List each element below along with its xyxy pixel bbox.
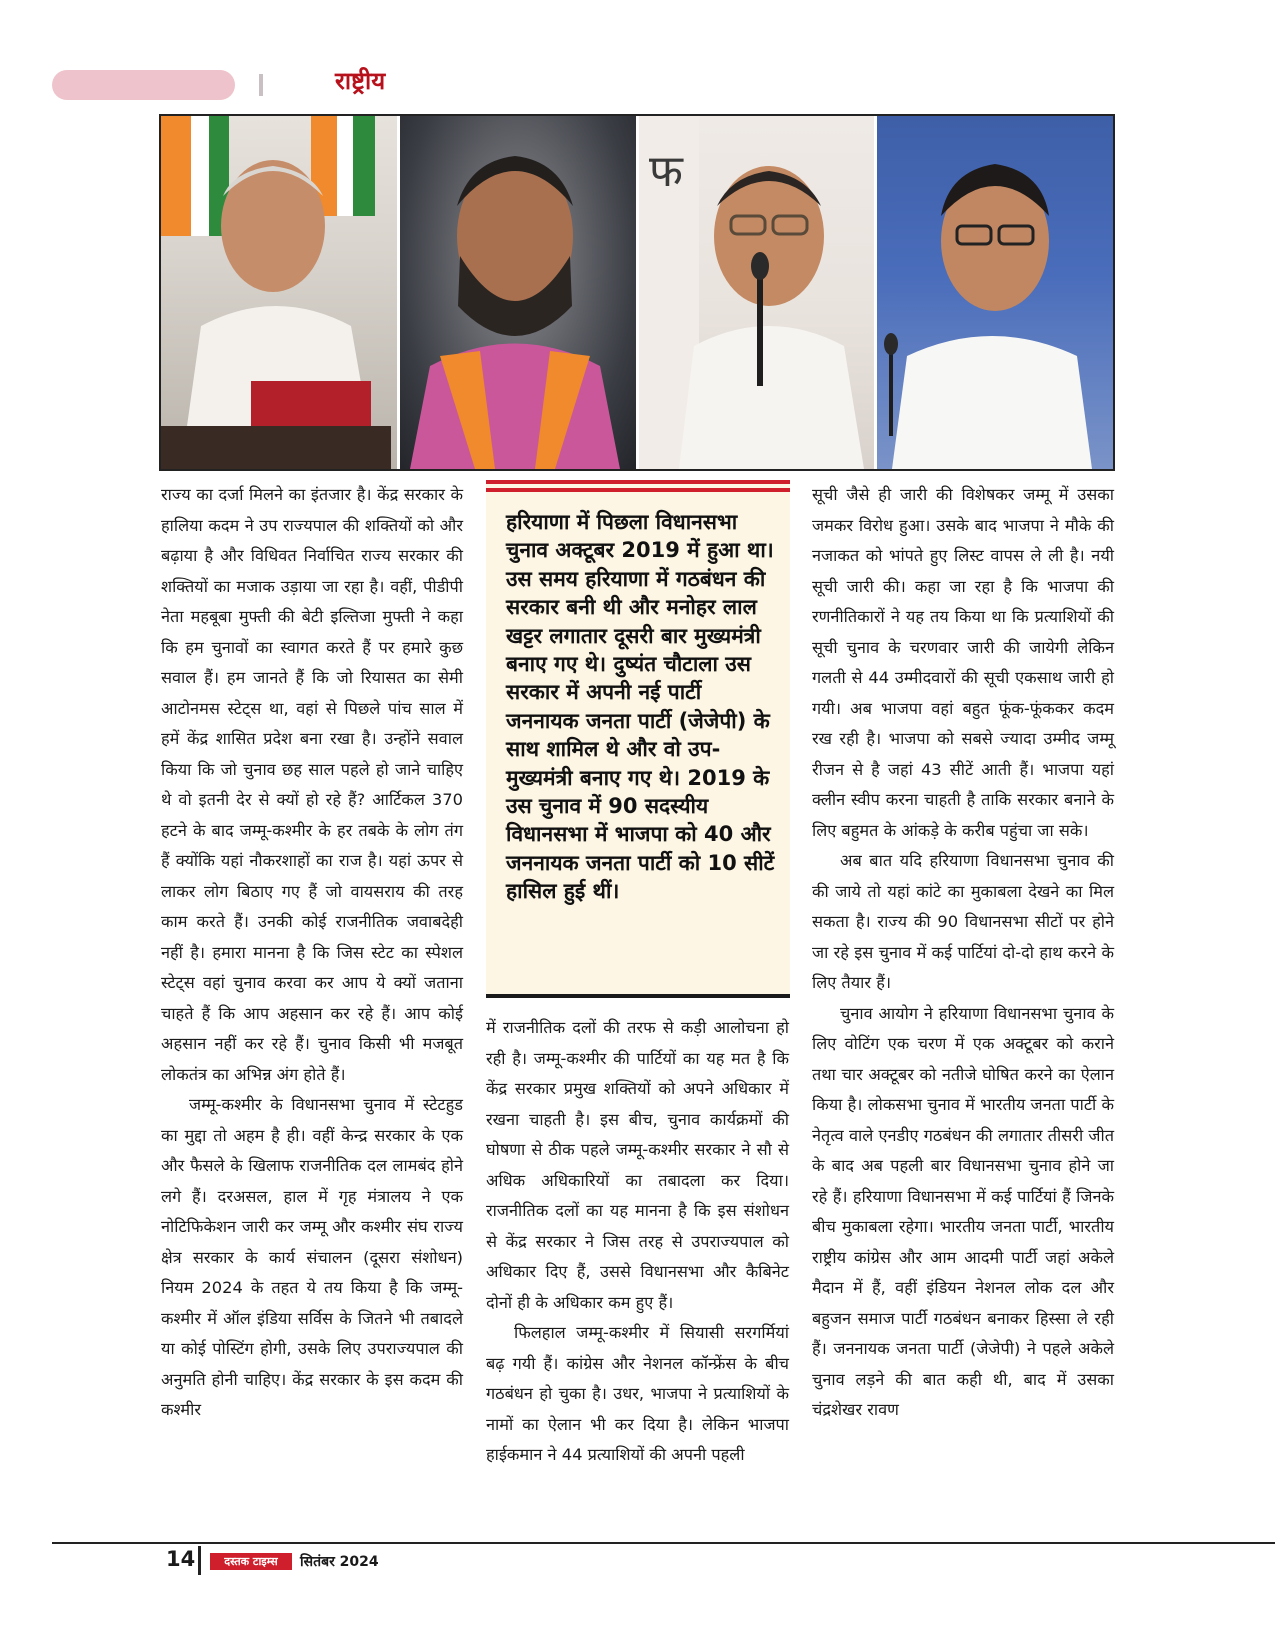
quote-bottom-rule	[486, 994, 790, 998]
footer-rule	[52, 1542, 1275, 1544]
section-title: राष्ट्रीय	[335, 66, 386, 95]
article-column-3	[812, 480, 1114, 1426]
column-1-paragraph-1: राज्य का दर्जा मिलने का इंतजार है। केंद्र सरकार के हालिया कदम ने उप राज्यपाल की शक्तियों को और बढ़ाया है और विधिवत निर्वाचित राज्य सरकार की शक्तियों का मजाक उड़ाया जा रहा है। वहीं, पीडीपी नेता महबूबा मुफ्ती की बेटी इल्तिजा मुफ्ती ने कहा कि हम चुनावों का स्वागत करते हैं पर हमारे कुछ सवाल हैं। हम जानते हैं कि जो रियासत का सेमी आटोनमस स्टेट्स था, वहां से पिछले पांच साल में हमें केंद्र शासित प्रदेश बना रखा है। उन्होंने सवाल किया कि जो चुनाव छह साल पहले हो जाने चाहिए थे वो इतनी देर से क्यों हो रहे हैं? आर्टिकल 370 हटने के बाद जम्मू-कश्मीर के हर तबके के लोग तंग हैं क्योंकि यहां नौकरशाहों का राज है। यहां ऊपर से लाकर लोग बिठाए गए हैं जो वायसराय की तरह काम करते हैं। उनकी कोई राजनीतिक जवाबदेही नहीं है। हमारा मानना है कि जिस स्टेट का स्पेशल स्टेट्स वहां चुनाव करवा कर आप ये क्यों जताना चाहते हैं कि आप अहसान कर रहे हैं। आप कोई अहसान नहीं कर रहे हैं। चुनाव किसी भी मजबूत लोकतंत्र का अभिन्न अंग होते हैं।	[161, 485, 463, 1084]
page-number: 14	[166, 1547, 196, 1571]
person-2-figure	[400, 116, 630, 469]
footer-separator	[198, 1546, 201, 1575]
photo-politician-1	[161, 116, 397, 469]
article-column-1	[161, 480, 463, 1426]
person-1-figure	[161, 116, 391, 469]
photo-politician-4	[874, 116, 1113, 469]
column-2-paragraph-2: फिलहाल जम्मू-कश्मीर में सियासी सरगर्मियां बढ़ गयी हैं। कांग्रेस और नेशनल कॉन्फ्रेंस के बीच गठबंधन हो चुका है। उधर, भाजपा ने प्रत्याशियों के नामों का ऐलान भी कर दिया है। लेकिन भाजपा हाईकमान ने 44 प्रत्याशियों की अपनी पहली	[486, 1323, 789, 1464]
photo-politician-2	[397, 116, 636, 469]
quote-top-rule	[486, 480, 790, 484]
column-3-paragraph-1: सूची जैसे ही जारी की विशेषकर जम्मू में उसका जमकर विरोध हुआ। उसके बाद भाजपा ने मौके की नजाकत को भांपते हुए लिस्ट वापस ले ली है। नयी सूची जारी की। कहा जा रहा है कि भाजपा की रणनीतिकारों ने यह तय किया था कि प्रत्याशियों की सूची चुनाव के चरणवार जारी की जायेगी लेकिन गलती से 44 उम्मीदवारों की सूची एकसाथ जारी हो गयी। अब भाजपा वहां बहुत फूंक-फूंककर कदम रख रही है। भाजपा को सबसे ज्यादा उम्मीद जम्मू रीजन से है जहां 43 सीटें आती हैं। भाजपा यहां क्लीन स्वीप करना चाहती है ताकि सरकार बनाने के लिए बहुमत के आंकड़े के करीब पहुंचा जा सके।	[812, 485, 1114, 840]
header-pill-decoration	[52, 70, 235, 100]
person-3-figure	[639, 116, 869, 469]
svg-text:फ: फ	[648, 146, 683, 197]
quote-top-rule-2	[486, 488, 790, 492]
column-3-paragraph-2: अब बात यदि हरियाणा विधानसभा चुनाव की की जाये तो यहां कांटे का मुकाबला देखने का मिल सकता है। राज्य की 90 विधानसभा सीटों पर होने जा रहे इस चुनाव में कई पार्टियां दो-दो हाथ करने के लिए तैयार हैं।	[812, 851, 1114, 992]
column-1-paragraph-2: जम्मू-कश्मीर के विधानसभा चुनाव में स्टेटहुड का मुद्दा तो अहम है ही। वहीं केन्द्र सरकार के एक और फैसले के खिलाफ राजनीतिक दल लामबंद होने लगे हैं। दरअसल, हाल में गृह मंत्रालय ने एक नोटिफिकेशन जारी कर जम्मू और कश्मीर संघ राज्य क्षेत्र सरकार के कार्य संचालन (दूसरा संशोधन) नियम 2024 के तहत ये तय किया है कि जम्मू-कश्मीर में ऑल इंडिया सर्विस के जितने भी तबादले या कोई पोस्टिंग होगी, उसके लिए उपराज्यपाल की अनुमति होनी चाहिए। केंद्र सरकार के इस कदम की कश्मीर	[161, 1095, 463, 1419]
header-divider	[259, 74, 263, 96]
magazine-logo: दस्तक टाइम्स	[210, 1553, 292, 1570]
column-2-paragraph-1: में राजनीतिक दलों की तरफ से कड़ी आलोचना हो रही है। जम्मू-कश्मीर की पार्टियों का यह मत है कि केंद्र सरकार प्रमुख शक्तियों को अपने अधिकार में रखना चाहती है। इस बीच, चुनाव कार्यक्रमों की घोषणा से ठीक पहले जम्मू-कश्मीर सरकार ने सौ से अधिक अधिकारियों का तबादला कर दिया। राजनीतिक दलों का यह मानना है कि इस संशोधन से केंद्र सरकार ने जिस तरह से उपराज्यपाल को अधिकार दिए हैं, उससे विधानसभा और कैबिनेट दोनों ही के अधिकार कम हुए हैं।	[486, 1018, 789, 1312]
person-4-figure	[877, 116, 1107, 469]
issue-date: सितंबर 2024	[300, 1554, 379, 1570]
pull-quote	[486, 480, 790, 998]
photo-strip	[159, 114, 1115, 471]
pull-quote-text: हरियाणा में पिछला विधानसभा चुनाव अक्टूबर 2019 में हुआ था। उस समय हरियाणा में गठबंधन की सरकार बनी थी और मनोहर लाल खट्टर लगातार दूसरी बार मुख्यमंत्री बनाए गए थे। दुष्यंत चौटाला उस सरकार में अपनी नई पार्टी जननायक जनता पार्टी (जेजेपी) के साथ शामिल थे और वो उप-मुख्यमंत्री बनाए गए थे। 2019 के उस चुनाव में 90 सदस्यीय विधानसभा में भाजपा को 40 और जननायक जनता पार्टी को 10 सीटें हासिल हुई थीं।	[506, 510, 775, 904]
column-3-paragraph-3: चुनाव आयोग ने हरियाणा विधानसभा चुनाव के लिए वोटिंग एक चरण में एक अक्टूबर को कराने तथा चार अक्टूबर को नतीजे घोषित करने का ऐलान किया है। लोकसभा चुनाव में भारतीय जनता पार्टी के नेतृत्व वाले एनडीए गठबंधन की लगातार तीसरी जीत के बाद अब पहली बार विधानसभा चुनाव होने जा रहे हैं। हरियाणा विधानसभा में कई पार्टियां हैं जिनके बीच मुकाबला रहेगा। भारतीय जनता पार्टी, भारतीय राष्ट्रीय कांग्रेस और आम आदमी पार्टी जहां अकेले मैदान में हैं, वहीं इंडियन नेशनल लोक दल और बहुजन समाज पार्टी गठबंधन बनाकर हिस्सा ले रही हैं। जननायक जनता पार्टी (जेजेपी) ने पहले अकेले चुनाव लड़ने की बात कही थी, बाद में उसका चंद्रशेखर रावण	[812, 1003, 1114, 1419]
photo-politician-3	[636, 116, 875, 469]
article-column-2	[486, 1013, 789, 1471]
